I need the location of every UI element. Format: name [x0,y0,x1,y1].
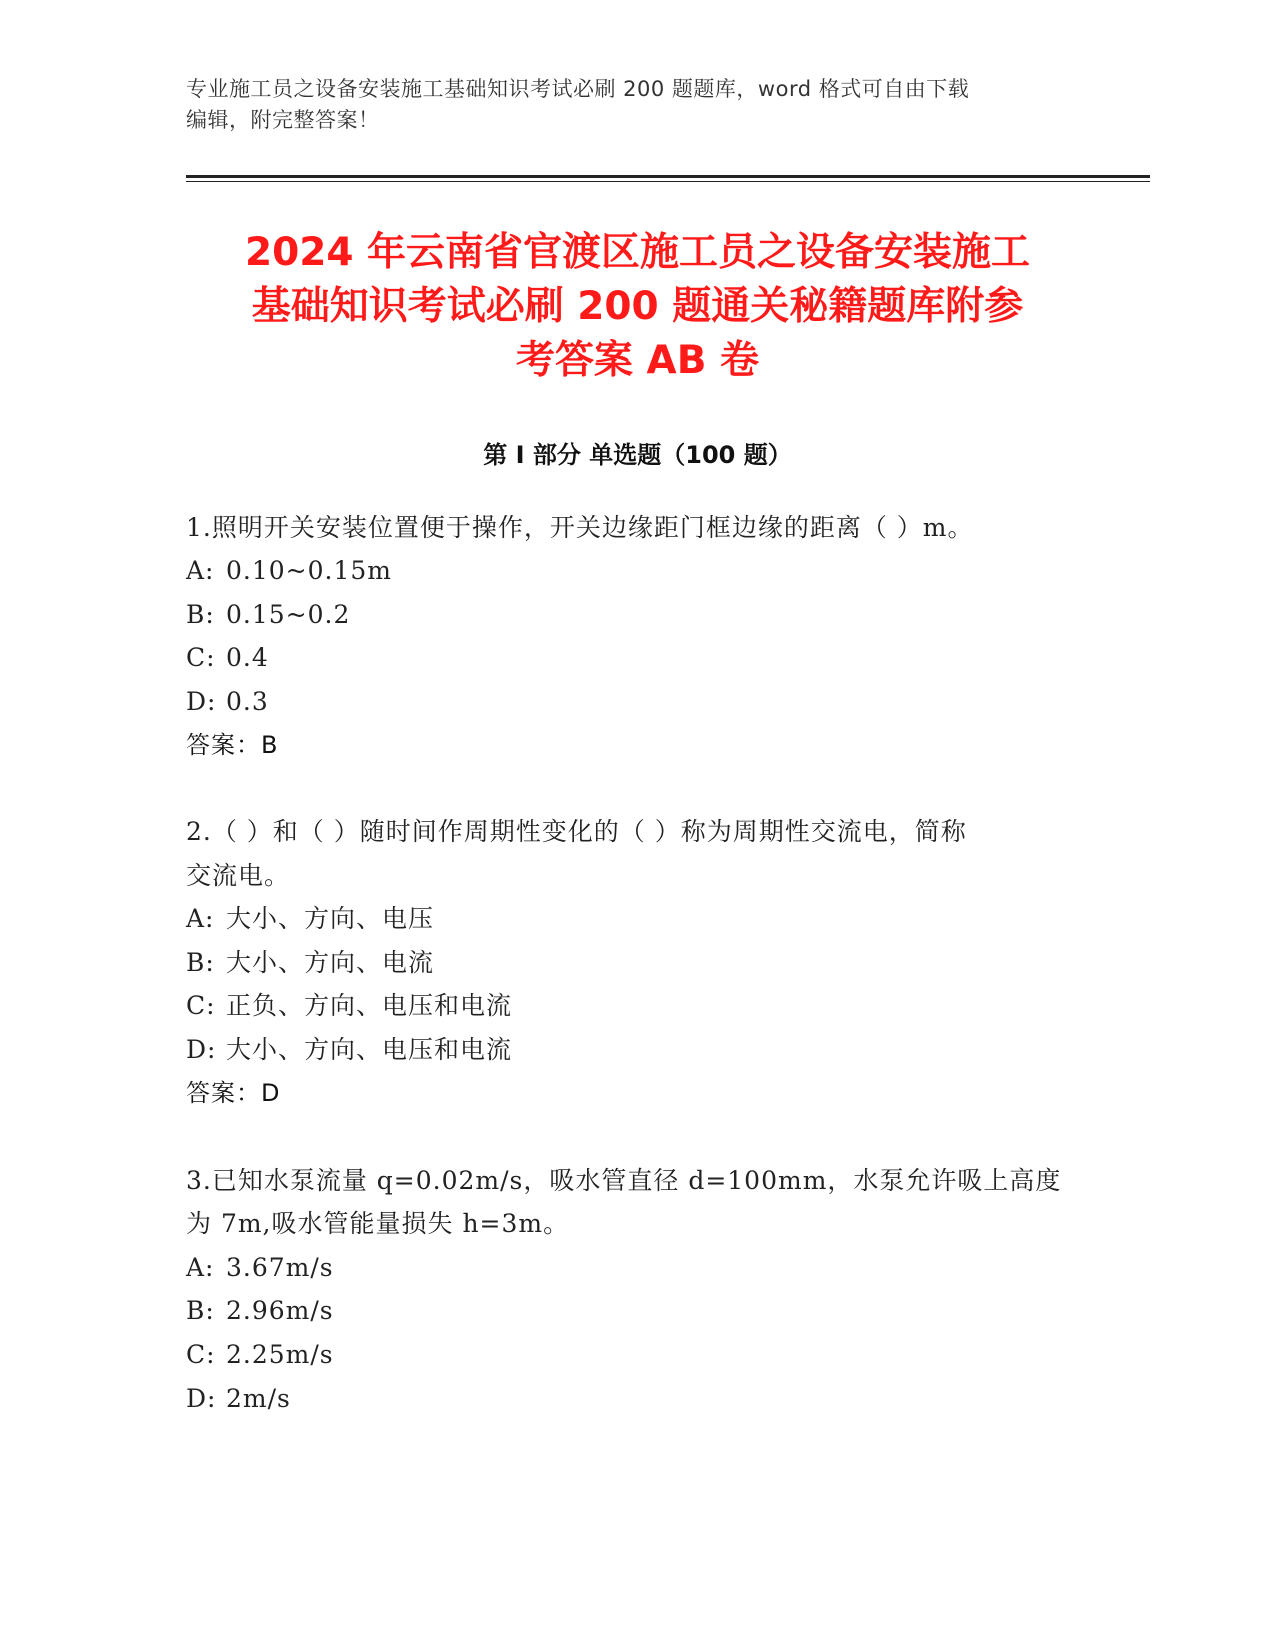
option-text: 大小、方向、电压 [226,904,435,933]
question-2-option-c [186,988,512,1024]
option-text: 0.3 [226,687,269,716]
question-1-option-d [186,684,269,720]
option-text: 0.4 [226,643,269,672]
option-key: B: [186,600,215,629]
option-key: A: [186,556,215,585]
header-note-line-1: 专业施工员之设备安装施工基础知识考试必刷 200 题题库，word 格式可自由下载 [186,77,970,101]
question-1-text: 1.照明开关安装位置便于操作，开关边缘距门框边缘的距离（ ）m。 [186,513,974,542]
question-2-option-d [186,1032,512,1068]
option-text: 0.15~0.2 [226,600,351,629]
header-note-line-2: 编辑，附完整答案！ [186,108,380,132]
question-3-text-line-1: 3.已知水泵流量 q=0.02m/s，吸水管直径 d=100mm，水泵允许吸上高度 [186,1166,1062,1195]
question-2-option-b [186,945,434,981]
question-1-option-c [186,640,269,676]
question-2-text-line-2: 交流电。 [186,861,291,890]
question-3-option-a [186,1250,334,1286]
question-3-text-line-2: 为 7m,吸水管能量损失 h=3m。 [186,1209,570,1238]
document-title [140,226,1135,388]
option-key: A: [186,1253,215,1282]
question-1-answer: 答案：B [186,731,279,759]
option-key: D: [186,1035,217,1064]
option-text: 2.25m/s [226,1340,334,1369]
question-2-option-a [186,901,434,937]
header-note [186,74,1086,136]
title-line-1: 2024 年云南省官渡区施工员之设备安装施工 [244,230,1031,275]
section-heading: 第 I 部分 单选题（100 题） [483,441,792,469]
option-key: B: [186,948,215,977]
option-key: D: [186,1384,217,1413]
option-key: D: [186,687,217,716]
option-key: C: [186,643,216,672]
title-line-2: 基础知识考试必刷 200 题通关秘籍题库附参 [251,284,1024,329]
question-1-option-a [186,553,392,589]
option-text: 0.10~0.15m [226,556,392,585]
header-divider-thin [186,181,1150,182]
question-3-option-b [186,1293,334,1329]
question-2-text-line-1: 2.（ ）和（ ）随时间作周期性变化的（ ）称为周期性交流电，简称 [186,817,967,846]
option-text: 3.67m/s [226,1253,334,1282]
question-1-option-b [186,597,350,633]
question-3-option-c [186,1337,334,1373]
option-key: C: [186,1340,216,1369]
option-text: 正负、方向、电压和电流 [226,991,513,1020]
question-3-option-d [186,1381,291,1417]
question-2-answer: 答案：D [186,1079,281,1107]
option-text: 大小、方向、电流 [226,948,435,977]
option-text: 大小、方向、电压和电流 [226,1035,513,1064]
header-divider-thick [186,175,1150,178]
option-text: 2m/s [226,1384,291,1413]
option-key: A: [186,904,215,933]
title-line-3: 考答案 AB 卷 [515,338,760,383]
option-key: B: [186,1296,215,1325]
option-text: 2.96m/s [226,1296,334,1325]
option-key: C: [186,991,216,1020]
